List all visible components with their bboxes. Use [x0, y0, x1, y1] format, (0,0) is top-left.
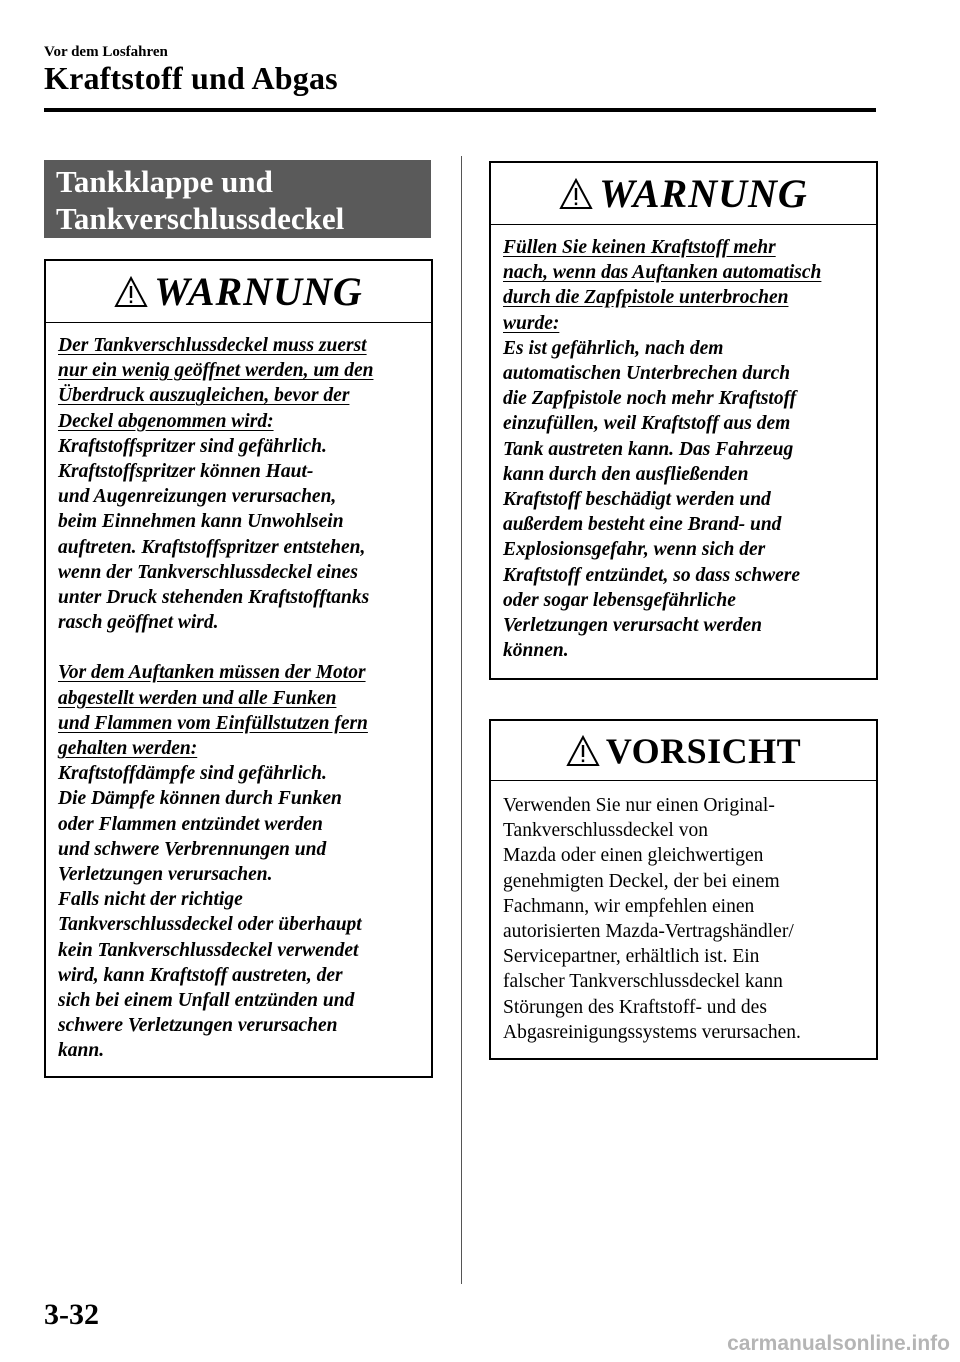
chapter-label: Vor dem Losfahren — [44, 44, 168, 60]
warning-emphasis-line: abgestellt werden und alle Funken — [58, 687, 337, 709]
warning-text-line: wird, kann Kraftstoff austreten, der — [58, 964, 343, 986]
caution-text-line: Fachmann, wir empfehlen einen — [503, 895, 755, 917]
header-rule — [44, 108, 876, 112]
warning-text-line: kann durch den ausfließenden — [503, 463, 749, 485]
column-divider — [461, 156, 462, 1284]
caution-text-line: Mazda oder einen gleichwertigen — [503, 845, 764, 867]
caution-text-line: Abgasreinigungssystems verursachen. — [503, 1021, 801, 1043]
warning-emphasis-line: Der Tankverschlussdeckel muss zuerst — [58, 335, 367, 356]
warning-box-right — [489, 161, 878, 680]
warning-box-left — [44, 259, 433, 1078]
warning-text-line: und Augenreizungen verursachen, — [58, 486, 337, 508]
page-title: Kraftstoff und Abgas — [44, 60, 338, 96]
warning-text-line: Kraftstoffspritzer können Haut- — [58, 461, 314, 483]
warning-emphasis-line: durch die Zapfpistole unterbrochen — [503, 287, 789, 309]
warning-text-line: Kraftstoff entzündet, so dass schwere — [503, 564, 801, 586]
warning-text-line: sich bei einem Unfall entzünden und — [58, 990, 355, 1012]
warning-emphasis-line: Deckel abgenommen wird: — [58, 410, 274, 432]
warning-text-line: auftreten. Kraftstoffspritzer entstehen, — [58, 536, 366, 558]
caution-box — [489, 719, 878, 1060]
warning-text-line: Tankverschlussdeckel oder überhaupt — [58, 914, 362, 936]
caution-text-line: Tankverschlussdeckel von — [503, 820, 708, 842]
caution-body — [491, 781, 876, 1045]
section-heading — [44, 160, 431, 238]
warning-header — [46, 261, 431, 323]
caution-text-line: autorisierten Mazda-Vertragshändler/ — [503, 921, 794, 943]
caution-title: VORSICHT — [605, 730, 802, 771]
warning-header — [491, 163, 876, 225]
section-heading-line: Tankverschlussdeckel — [56, 201, 345, 236]
warning-body — [491, 225, 876, 663]
warning-text-line: Explosionsgefahr, wenn sich der — [503, 539, 766, 561]
warning-emphasis-line: gehalten werden: — [58, 738, 198, 760]
caution-header — [491, 721, 876, 781]
caution-text-line: Servicepartner, erhältlich ist. Ein — [503, 946, 760, 968]
warning-text-line: wenn der Tankverschlussdeckel eines — [58, 561, 358, 583]
warning-emphasis-line: Füllen Sie keinen Kraftstoff mehr — [503, 237, 776, 258]
warning-text-line: kein Tankverschlussdeckel verwendet — [58, 939, 359, 961]
warning-text-line: schwere Verletzungen verursachen — [58, 1015, 338, 1037]
warning-text-line: Die Dämpfe können durch Funken — [58, 788, 342, 810]
warning-text-line: Verletzungen verursacht werden — [503, 615, 762, 637]
warning-body — [46, 323, 431, 1064]
warning-text-line: Kraftstoffdämpfe sind gefährlich. — [58, 763, 327, 785]
warning-triangle-icon — [114, 276, 148, 308]
warning-text-line: die Zapfpistole noch mehr Kraftstoff — [503, 388, 797, 410]
warning-text-line: oder sogar lebensgefährliche — [503, 589, 736, 611]
warning-text-line: Falls nicht der richtige — [58, 889, 243, 911]
warning-text-line: automatischen Unterbrechen durch — [503, 363, 791, 385]
warning-title: WARNUNG — [599, 171, 808, 216]
warning-emphasis-line: Überdruck auszugleichen, bevor der — [58, 385, 350, 407]
warning-emphasis-line: und Flammen vom Einfüllstutzen fern — [58, 712, 368, 734]
warning-text-line: kann. — [58, 1040, 105, 1062]
warning-text-line: Tank austreten kann. Das Fahrzeug — [503, 438, 794, 460]
warning-emphasis-line: nur ein wenig geöffnet werden, um den — [58, 360, 374, 382]
warning-emphasis-line: wurde: — [503, 312, 560, 334]
warning-text-line: außerdem besteht eine Brand- und — [503, 514, 782, 536]
warning-triangle-icon — [559, 178, 593, 210]
caution-text-line: Verwenden Sie nur einen Original- — [503, 795, 775, 816]
warning-triangle-icon — [566, 735, 600, 767]
warning-text-line: unter Druck stehenden Kraftstofftanks — [58, 587, 370, 609]
watermark: carmanualsonline.info — [727, 1332, 950, 1355]
warning-text-line: Es ist gefährlich, nach dem — [503, 337, 724, 359]
warning-emphasis-line: Vor dem Auftanken müssen der Motor — [58, 662, 366, 684]
warning-text-line: und schwere Verbrennungen und — [58, 838, 327, 860]
warning-text-line: oder Flammen entzündet werden — [58, 813, 323, 835]
warning-emphasis-line: nach, wenn das Auftanken automatisch — [503, 262, 822, 284]
warning-text-line: Verletzungen verursachen. — [58, 864, 273, 886]
warning-text-line: beim Einnehmen kann Unwohlsein — [58, 511, 344, 533]
section-heading-line: Tankklappe und — [56, 164, 273, 199]
warning-title: WARNUNG — [154, 269, 363, 314]
caution-text-line: Störungen des Kraftstoff- und des — [503, 996, 767, 1018]
warning-text-line: Kraftstoff beschädigt werden und — [503, 489, 771, 511]
warning-text-line: rasch geöffnet wird. — [58, 612, 219, 634]
paragraph-gap — [58, 635, 419, 660]
warning-text-line: einzufüllen, weil Kraftstoff aus dem — [503, 413, 791, 435]
page-number: 3-32 — [44, 1298, 99, 1331]
warning-text-line: können. — [503, 640, 569, 662]
caution-text-line: falscher Tankverschlussdeckel kann — [503, 971, 783, 993]
caution-text-line: genehmigten Deckel, der bei einem — [503, 870, 780, 892]
warning-text-line: Kraftstoffspritzer sind gefährlich. — [58, 435, 327, 457]
